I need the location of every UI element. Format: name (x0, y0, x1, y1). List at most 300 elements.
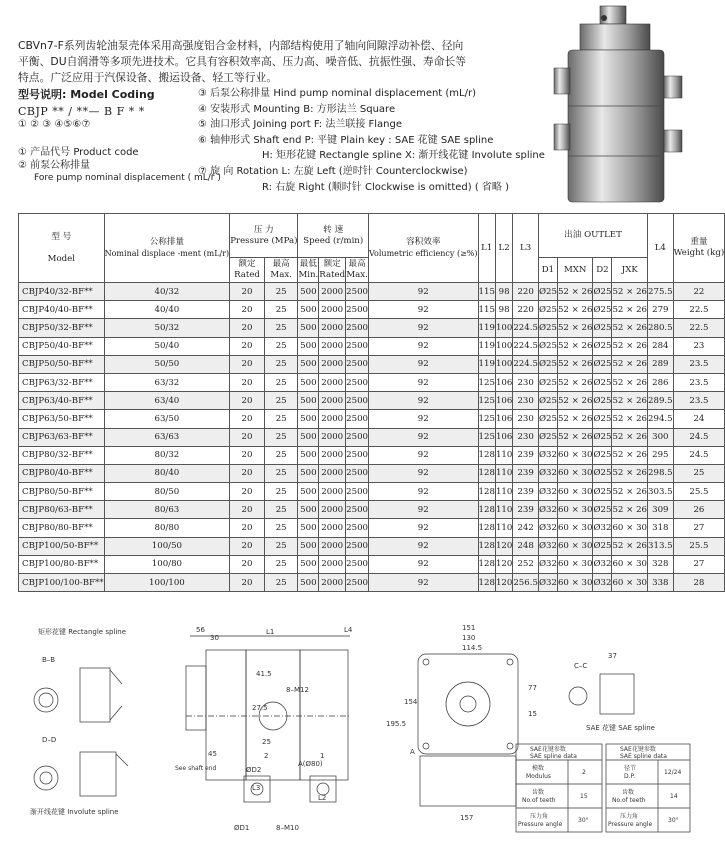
model-cell: CBJP63/63-BF** (19, 428, 105, 446)
table-cell: 224.5 (513, 337, 539, 355)
dim-dd1: ØD1 (234, 824, 250, 832)
model-cell: CBJP63/50-BF** (19, 410, 105, 428)
table-row (19, 410, 725, 428)
dim-30: 30 (210, 634, 219, 642)
table-cell: 25 (264, 519, 298, 537)
table-cell: 25 (264, 373, 298, 391)
table-cell: 100 (495, 337, 512, 355)
table-cell: 239 (513, 483, 539, 501)
coding-legend-left (18, 146, 221, 185)
table-cell: 2500 (346, 392, 369, 410)
bb-label: B–B (42, 656, 56, 664)
table-cell: Ø32 (538, 574, 557, 592)
sae-cell: 径节 (624, 765, 637, 772)
table-cell: 92 (369, 337, 479, 355)
table-cell: Ø32 (538, 537, 557, 555)
sae-cell: 15 (580, 793, 588, 800)
dim-l3: L3 (252, 784, 261, 792)
table-cell: 328 (648, 555, 674, 573)
dim-151: 151 (462, 624, 476, 632)
table-cell: Ø25 (593, 501, 612, 519)
dim-157: 157 (460, 814, 474, 822)
model-cell: CBJP100/50-BF** (19, 537, 105, 555)
legend-item: ④ 安装形式 Mounting B: 方形法兰 Square (198, 103, 396, 115)
table-cell: 318 (648, 519, 674, 537)
table-cell: 256.5 (513, 574, 539, 592)
table-cell: 63/32 (104, 373, 230, 391)
table-cell: 52 × 26 (557, 373, 593, 391)
sae-spline-drawing (569, 652, 655, 732)
table-cell: 500 (298, 392, 319, 410)
table-cell: 500 (298, 555, 319, 573)
table-cell: 2000 (319, 519, 346, 537)
table-cell: 279 (648, 301, 674, 319)
sae-cell: Pressure angle (608, 821, 653, 828)
table-cell: 20 (230, 483, 265, 501)
table-cell: 2000 (319, 410, 346, 428)
table-cell: 80/63 (104, 501, 230, 519)
dim-56: 56 (196, 626, 205, 634)
table-cell: 106 (495, 392, 512, 410)
sae-cell: No.of teeth (612, 797, 646, 804)
th-efficiency: 容积效率 Volumetric efficiency (≥%) (369, 214, 479, 283)
dim-a: A (410, 748, 415, 756)
table-cell: 303.5 (648, 483, 674, 501)
table-cell: 100/50 (104, 537, 230, 555)
table-cell: 98 (495, 301, 512, 319)
table-cell: 27 (673, 555, 725, 573)
table-cell: Ø32 (538, 464, 557, 482)
gear-pump-photo (552, 6, 690, 206)
table-cell: 20 (230, 464, 265, 482)
table-cell: 128 (478, 446, 495, 464)
table-cell: 220 (513, 301, 539, 319)
table-cell: Ø32 (538, 555, 557, 573)
dim-8m10: 8–M10 (276, 824, 299, 832)
table-cell: 52 × 26 (612, 410, 648, 428)
table-cell: 24.5 (673, 446, 725, 464)
th-rated: 额定 Rated (319, 258, 346, 283)
model-cell: CBJP63/32-BF** (19, 373, 105, 391)
table-cell: 92 (369, 446, 479, 464)
table-cell: Ø25 (593, 483, 612, 501)
table-cell: 313.5 (648, 537, 674, 555)
table-cell: 92 (369, 283, 479, 301)
table-cell: 2500 (346, 283, 369, 301)
table-cell: 92 (369, 392, 479, 410)
model-coding (18, 86, 218, 130)
table-cell: 40/32 (104, 283, 230, 301)
table-cell: 106 (495, 373, 512, 391)
table-cell: 500 (298, 501, 319, 519)
dim-l4: L4 (344, 626, 353, 634)
cc-label: C–C (574, 662, 588, 670)
sae-table-title-en: SAE spline data (620, 753, 667, 760)
table-cell: 80/80 (104, 519, 230, 537)
table-cell: 298.5 (648, 464, 674, 482)
th-displacement: 公称排量 Nominal displace -ment (mL/r) (104, 214, 230, 283)
table-cell: Ø25 (593, 337, 612, 355)
table-cell: 230 (513, 428, 539, 446)
table-cell: Ø32 (593, 555, 612, 573)
table-cell: 80/50 (104, 483, 230, 501)
table-cell: 230 (513, 373, 539, 391)
table-cell: 286 (648, 373, 674, 391)
table-cell: 92 (369, 355, 479, 373)
table-cell: 60 × 30 (557, 555, 593, 573)
table-cell: 20 (230, 428, 265, 446)
table-cell: 25 (264, 355, 298, 373)
table-cell: 24.5 (673, 428, 725, 446)
table-cell: 92 (369, 555, 479, 573)
table-cell: 52 × 26 (612, 319, 648, 337)
table-cell: 289.5 (648, 392, 674, 410)
table-cell: 60 × 30 (557, 446, 593, 464)
table-cell: 128 (478, 483, 495, 501)
dim-a80: A(Ø80) (298, 760, 323, 768)
table-cell: 92 (369, 319, 479, 337)
table-cell: 25 (264, 446, 298, 464)
th-outlet: 出油 OUTLET (538, 214, 647, 258)
table-cell: 23 (673, 337, 725, 355)
table-row (19, 355, 725, 373)
table-cell: 2500 (346, 501, 369, 519)
th-l2: L2 (495, 214, 512, 283)
table-cell: 52 × 26 (612, 501, 648, 519)
table-cell: 500 (298, 337, 319, 355)
table-cell: Ø32 (538, 446, 557, 464)
th-max: 最高 Max. (346, 258, 369, 283)
table-cell: 27 (673, 519, 725, 537)
table-cell: 20 (230, 519, 265, 537)
table-cell: 22 (673, 283, 725, 301)
spec-table-body (19, 283, 725, 592)
table-cell: 115 (478, 301, 495, 319)
model-cell: CBJP40/32-BF** (19, 283, 105, 301)
table-cell: 110 (495, 483, 512, 501)
model-cell: CBJP50/32-BF** (19, 319, 105, 337)
table-cell: 60 × 30 (557, 537, 593, 555)
model-cell: CBJP100/80-BF** (19, 555, 105, 573)
dim-37: 37 (608, 652, 617, 660)
table-cell: 128 (478, 501, 495, 519)
table-cell: 2000 (319, 483, 346, 501)
table-cell: 60 × 30 (557, 574, 593, 592)
table-cell: 60 × 30 (612, 574, 648, 592)
technical-drawings (0, 620, 700, 841)
table-cell: 20 (230, 283, 265, 301)
table-cell: 224.5 (513, 319, 539, 337)
th-l4: L4 (648, 214, 674, 283)
table-cell: Ø25 (593, 410, 612, 428)
table-cell: 500 (298, 410, 319, 428)
table-row (19, 301, 725, 319)
th-max: 最高 Max. (264, 258, 298, 283)
intro-line-1: CBVn7-F系列齿轮油泵壳体采用高强度铝合金材料，内部结构使用了轴向间隙浮动补偿、径向 (18, 39, 464, 52)
table-cell: 92 (369, 537, 479, 555)
table-cell: 25 (264, 428, 298, 446)
coding-code: CBJP ** / **— B F * * (18, 105, 145, 118)
table-cell: 25 (264, 555, 298, 573)
table-cell: 60 × 30 (557, 519, 593, 537)
table-cell: 52 × 26 (612, 446, 648, 464)
table-cell: 125 (478, 373, 495, 391)
table-cell: 92 (369, 410, 479, 428)
table-cell: 2000 (319, 501, 346, 519)
table-cell: 20 (230, 537, 265, 555)
dim-dd2: ØD2 (246, 766, 262, 774)
table-cell: Ø32 (538, 519, 557, 537)
table-cell: Ø32 (593, 574, 612, 592)
table-cell: 25 (264, 301, 298, 319)
table-cell: 52 × 26 (557, 410, 593, 428)
table-cell: 22.5 (673, 319, 725, 337)
table-cell: 120 (495, 537, 512, 555)
model-cell: CBJP80/50-BF** (19, 483, 105, 501)
table-cell: 2500 (346, 373, 369, 391)
table-cell: 50/40 (104, 337, 230, 355)
table-cell: 25.5 (673, 537, 725, 555)
table-cell: 2500 (346, 301, 369, 319)
table-cell: 2500 (346, 319, 369, 337)
table-cell: 92 (369, 574, 479, 592)
table-cell: 2000 (319, 574, 346, 592)
table-cell: 20 (230, 301, 265, 319)
table-cell: Ø25 (593, 355, 612, 373)
table-cell: 125 (478, 410, 495, 428)
dim-8m12: 8–M12 (286, 686, 309, 694)
sae-cell: 30° (668, 817, 679, 824)
table-cell: 284 (648, 337, 674, 355)
th-min: 最低 Min. (298, 258, 319, 283)
table-cell: 2000 (319, 428, 346, 446)
model-cell: CBJP100/100-BF** (19, 574, 105, 592)
table-row (19, 555, 725, 573)
dim-27: 27.5 (252, 704, 268, 712)
table-cell: Ø25 (538, 283, 557, 301)
intro-line-3: 特点。广泛应用于汽保设备、搬运设备、轻工等行业。 (18, 71, 278, 84)
table-cell: 50/32 (104, 319, 230, 337)
table-cell: 60 × 30 (557, 501, 593, 519)
table-cell: Ø32 (538, 501, 557, 519)
table-cell: 25 (264, 337, 298, 355)
table-cell: 22.5 (673, 301, 725, 319)
sae-cell: Modulus (526, 773, 552, 780)
table-cell: 110 (495, 519, 512, 537)
table-cell: 239 (513, 446, 539, 464)
table-row (19, 519, 725, 537)
table-cell: 52 × 26 (612, 337, 648, 355)
table-cell: 52 × 26 (557, 301, 593, 319)
th-weight: 重量 Weight (kg) (673, 214, 725, 283)
table-cell: 25 (264, 319, 298, 337)
intro-line-2: 平衡、DU自润滑等多项先进技术。它具有容积效率高、压力高、噪音低、抗振性强、寿命长等 (18, 55, 467, 68)
front-view-drawing (386, 624, 537, 822)
table-cell: 60 × 30 (557, 483, 593, 501)
table-cell: Ø25 (538, 410, 557, 428)
table-cell: 60 × 30 (612, 555, 648, 573)
table-cell: 100 (495, 355, 512, 373)
table-cell: 248 (513, 537, 539, 555)
sae-table-title: SAE花键参数 (530, 746, 566, 753)
table-cell: 25 (264, 574, 298, 592)
legend-item: ③ 后泵公称排量 Hind pump nominal displacement (mL/r) (198, 88, 477, 99)
table-row (19, 428, 725, 446)
table-cell: 50/50 (104, 355, 230, 373)
table-cell: 25 (264, 537, 298, 555)
table-cell: 23.5 (673, 355, 725, 373)
table-cell: 110 (495, 501, 512, 519)
table-cell: 63/63 (104, 428, 230, 446)
rectangle-spline-drawing (30, 627, 128, 816)
th-speed: 转 速 Speed (r/min) (298, 214, 369, 258)
involute-label: 渐开线花键 Involute spline (30, 808, 119, 816)
table-cell: 500 (298, 373, 319, 391)
table-cell: 100/100 (104, 574, 230, 592)
sae-cell: 2 (582, 769, 586, 776)
table-row (19, 537, 725, 555)
table-cell: Ø25 (538, 428, 557, 446)
model-cell: CBJP40/40-BF** (19, 301, 105, 319)
table-cell: Ø25 (593, 446, 612, 464)
table-cell: 2000 (319, 337, 346, 355)
dim-130: 130 (462, 634, 476, 642)
dim-1: 1 (320, 752, 325, 760)
sae-cell: D.P. (624, 773, 636, 780)
table-cell: 2500 (346, 574, 369, 592)
table-cell: 242 (513, 519, 539, 537)
table-cell: 20 (230, 355, 265, 373)
table-cell: 295 (648, 446, 674, 464)
table-cell: 20 (230, 555, 265, 573)
table-cell: 289 (648, 355, 674, 373)
table-row (19, 464, 725, 482)
table-cell: Ø25 (593, 392, 612, 410)
table-cell: 40/40 (104, 301, 230, 319)
legend-item: ⑦ 旋 向 Rotation L: 左旋 Left (逆时针 Counterclockwise) (198, 165, 468, 177)
dd-label: D–D (42, 736, 57, 744)
table-cell: 52 × 26 (612, 355, 648, 373)
model-cell: CBJP80/80-BF** (19, 519, 105, 537)
table-cell: 2500 (346, 446, 369, 464)
table-cell: Ø25 (538, 373, 557, 391)
table-cell: 92 (369, 483, 479, 501)
table-cell: 100 (495, 319, 512, 337)
table-cell: 115 (478, 283, 495, 301)
table-cell: 60 × 30 (612, 519, 648, 537)
table-cell: 25 (264, 483, 298, 501)
th-mxn: MXN (557, 258, 593, 283)
table-cell: 2000 (319, 464, 346, 482)
table-cell: 500 (298, 446, 319, 464)
table-cell: 60 × 30 (557, 464, 593, 482)
table-cell: 230 (513, 410, 539, 428)
model-cell: CBJP63/40-BF** (19, 392, 105, 410)
sae-cell: 压力角 (530, 813, 549, 820)
table-cell: 2000 (319, 301, 346, 319)
table-cell: 52 × 26 (612, 392, 648, 410)
legend-item: ① 产品代号 Product code (18, 147, 139, 158)
table-cell: 239 (513, 464, 539, 482)
table-cell: Ø25 (538, 301, 557, 319)
sae-table-title: SAE花键参数 (620, 746, 656, 753)
th-d1: D1 (538, 258, 557, 283)
table-cell: 120 (495, 574, 512, 592)
table-cell: 98 (495, 283, 512, 301)
table-cell: 128 (478, 574, 495, 592)
table-cell: 92 (369, 501, 479, 519)
table-cell: 25 (264, 392, 298, 410)
table-cell: 52 × 26 (612, 373, 648, 391)
table-cell: 2500 (346, 428, 369, 446)
legend-item: ⑥ 轴伸形式 Shaft end P: 平键 Plain key : SAE 花键 SAE spline (198, 134, 494, 146)
table-cell: 500 (298, 574, 319, 592)
table-cell: 220 (513, 283, 539, 301)
sae-cell: 压力角 (620, 813, 639, 820)
table-cell: 25 (264, 410, 298, 428)
table-cell: 52 × 26 (612, 301, 648, 319)
table-cell: 294.5 (648, 410, 674, 428)
model-cell: CBJP80/40-BF** (19, 464, 105, 482)
dim-25: 25 (262, 738, 271, 746)
table-cell: 500 (298, 319, 319, 337)
table-cell: 52 × 26 (612, 483, 648, 501)
sae-spline-label: SAE 花键 SAE spline (586, 724, 655, 732)
table-cell: 120 (495, 555, 512, 573)
table-cell: 25 (264, 501, 298, 519)
table-cell: 500 (298, 519, 319, 537)
th-pressure: 压 力 Pressure (MPa) (230, 214, 298, 258)
model-cell: CBJP80/32-BF** (19, 446, 105, 464)
legend-item: Fore pump nominal displacement ( mL/r ) (34, 173, 221, 183)
th-rated: 额定 Rated (230, 258, 265, 283)
table-cell: 2000 (319, 555, 346, 573)
sae-cell: 齿数 (622, 789, 635, 796)
table-cell: 2500 (346, 464, 369, 482)
th-model: 型 号 Model (19, 214, 105, 283)
table-cell: 2500 (346, 355, 369, 373)
table-cell: 52 × 26 (612, 283, 648, 301)
table-cell: Ø25 (593, 537, 612, 555)
table-cell: 25 (673, 464, 725, 482)
table-cell: 28 (673, 574, 725, 592)
table-cell: 23.5 (673, 373, 725, 391)
table-cell: 20 (230, 574, 265, 592)
sae-cell: 齿数 (532, 789, 545, 796)
table-row (19, 501, 725, 519)
table-cell: 119 (478, 337, 495, 355)
table-cell: 275.5 (648, 283, 674, 301)
table-row (19, 337, 725, 355)
table-cell: 110 (495, 464, 512, 482)
table-cell: 500 (298, 283, 319, 301)
table-cell: Ø25 (593, 373, 612, 391)
table-cell: 92 (369, 428, 479, 446)
table-cell: 500 (298, 537, 319, 555)
table-cell: 500 (298, 301, 319, 319)
sae-table-1 (516, 744, 602, 832)
th-jxk: JXK (612, 258, 648, 283)
table-cell: 52 × 26 (612, 464, 648, 482)
table-cell: Ø25 (538, 355, 557, 373)
table-cell: 128 (478, 464, 495, 482)
table-cell: 92 (369, 519, 479, 537)
table-cell: 125 (478, 392, 495, 410)
table-cell: 52 × 26 (557, 283, 593, 301)
table-cell: 2500 (346, 537, 369, 555)
table-cell: Ø25 (593, 283, 612, 301)
table-row (19, 392, 725, 410)
